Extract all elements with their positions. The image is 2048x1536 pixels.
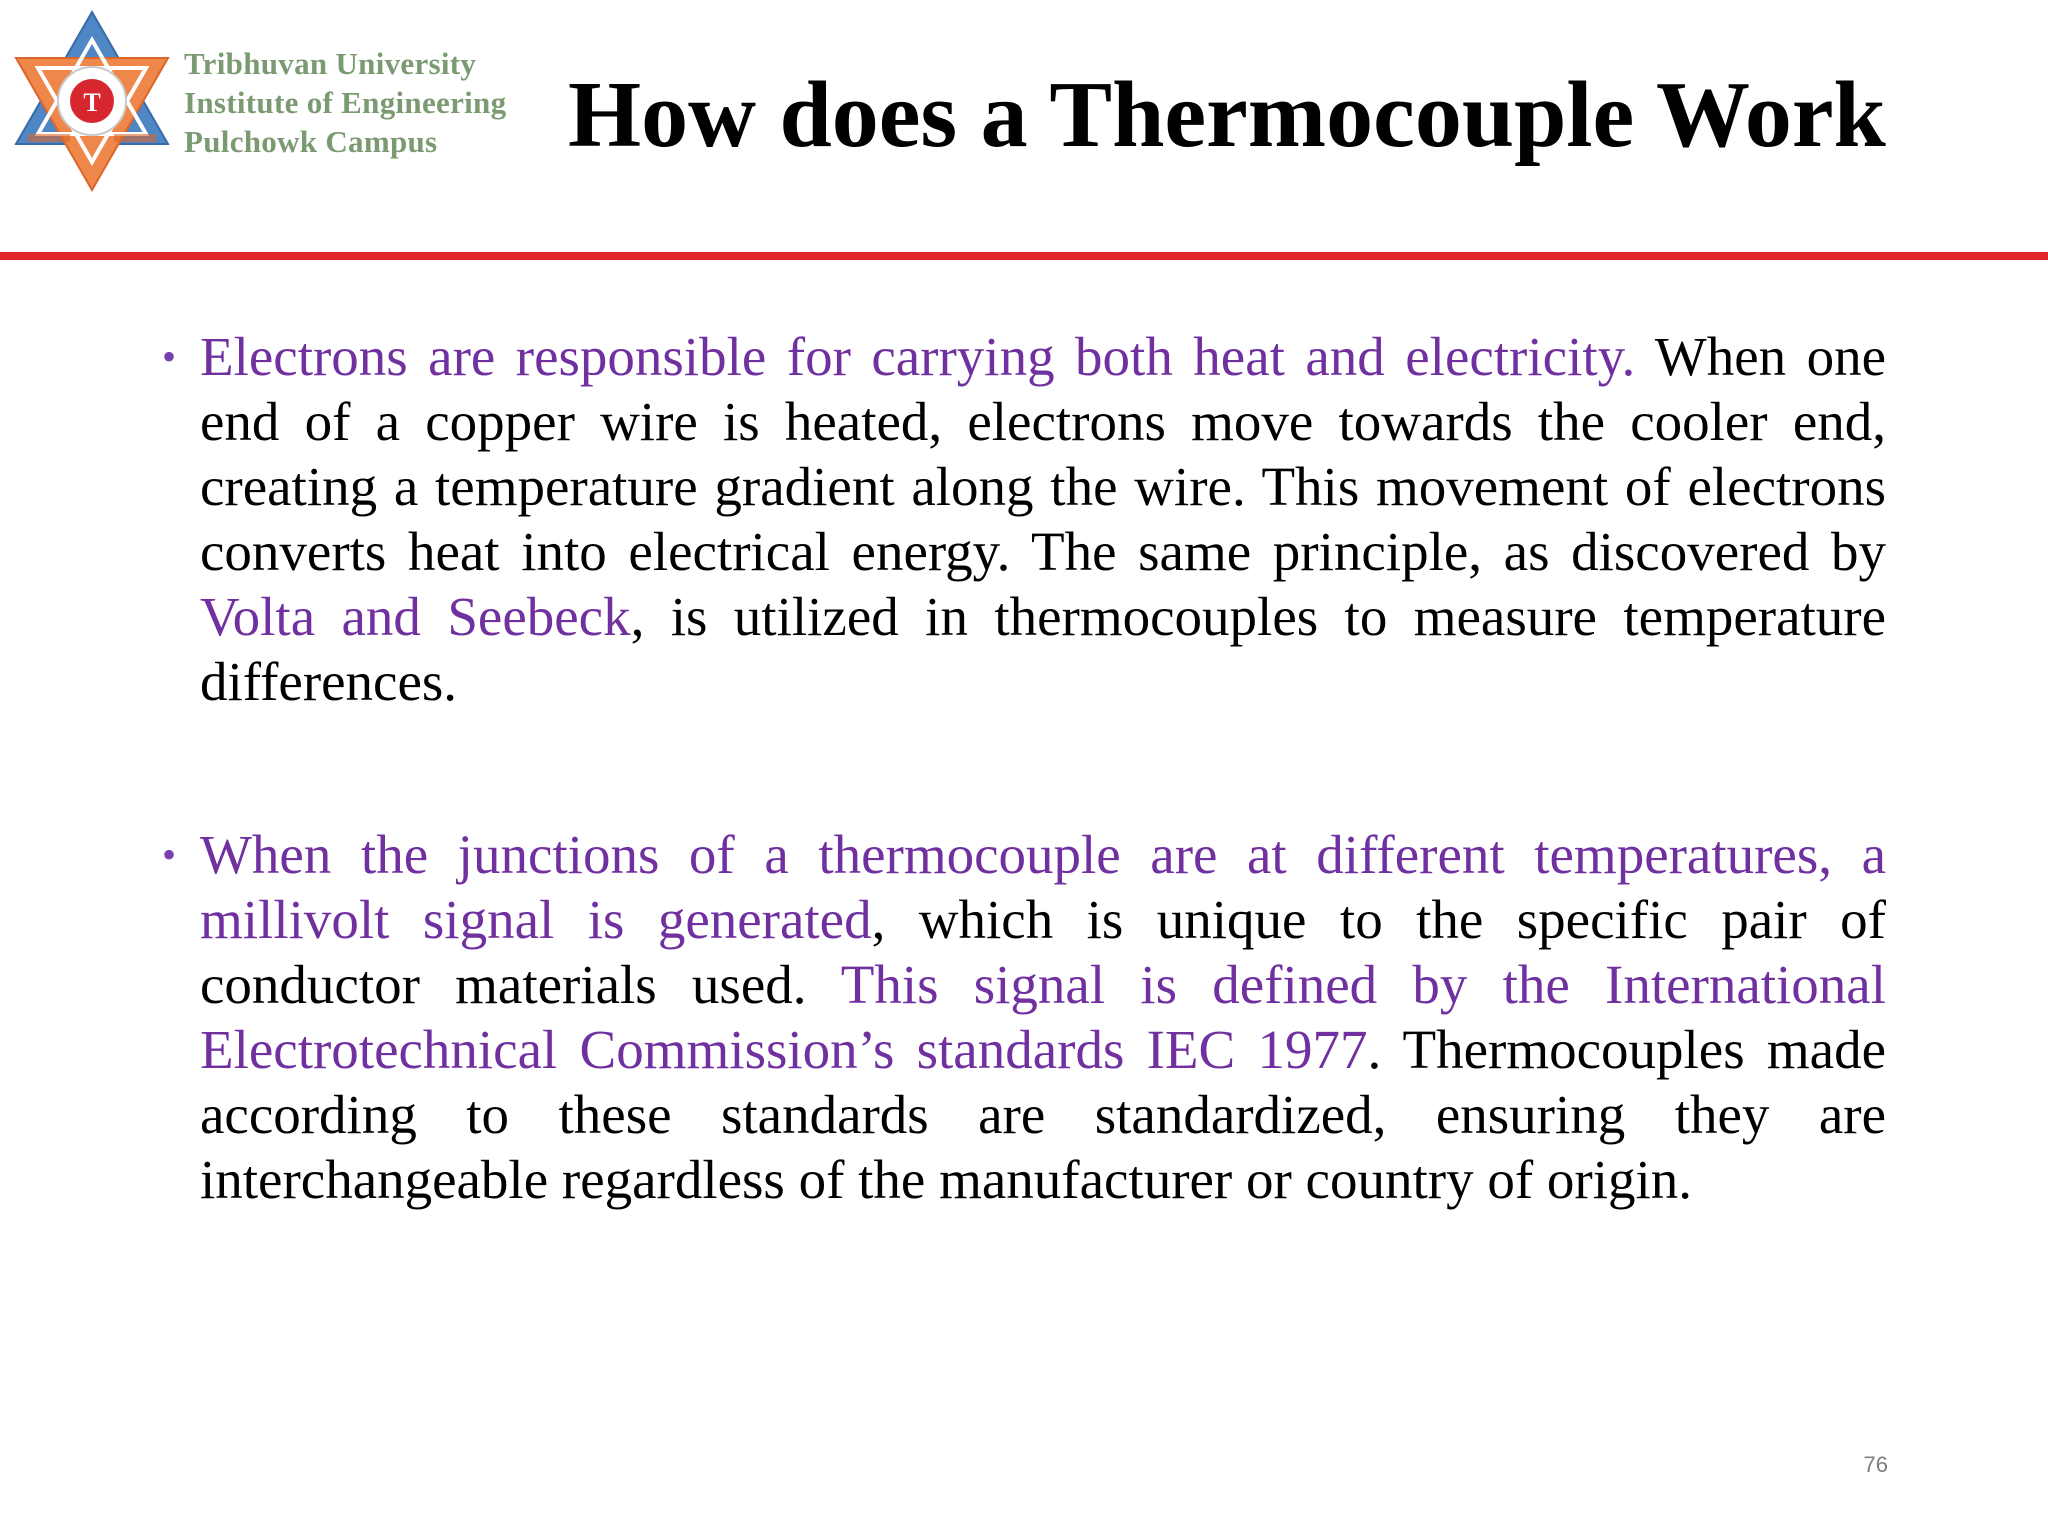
header-divider	[0, 252, 2048, 260]
slide-body	[162, 324, 1886, 1320]
text-segment: When one end of a copper wire is heated, electrons move towards the cooler end, creating a temperature gradient along the wire. This movement of electrons converts heat into electrical energy. The same principle, as discovered by	[200, 326, 1886, 582]
institution-line-university: Tribhuvan University	[184, 46, 477, 81]
bullet-dot-icon: •	[162, 832, 177, 877]
institution-line-institute: Institute of Engineering	[184, 85, 507, 120]
institution-line-campus: Pulchowk Campus	[184, 124, 438, 159]
emblem-initial: T	[83, 88, 101, 117]
text-segment: , is utilized in thermocouples to measure temperature differences.	[200, 586, 1886, 712]
bullet-electrons	[162, 324, 1886, 714]
text-segment: Volta and Seebeck	[200, 586, 631, 647]
text-segment: When the junctions of a thermocouple are at different temperatures, a millivolt signal is generated	[200, 824, 1886, 950]
text-segment: Electrons are responsible for carrying both heat and electricity.	[200, 326, 1636, 387]
text-segment: . Thermocouples made according to these standards are standardized, ensuring they are interchangeable regardless of the manufacturer or country of origin.	[200, 1019, 1886, 1210]
tribhuvan-university-emblem-icon	[12, 10, 172, 192]
slide-title: How does a Thermocouple Work	[568, 63, 1886, 167]
page-number: 76	[1863, 1452, 1888, 1477]
bullet-dot-icon: •	[162, 334, 177, 379]
institution-name	[184, 44, 506, 161]
bullet-junctions	[162, 822, 1886, 1212]
text-segment: , which is unique to the specific pair of conductor materials used.	[200, 889, 1886, 1015]
text-segment: This signal is defined by the International Electrotechnical Commission’s standards IEC 1977	[200, 954, 1886, 1080]
